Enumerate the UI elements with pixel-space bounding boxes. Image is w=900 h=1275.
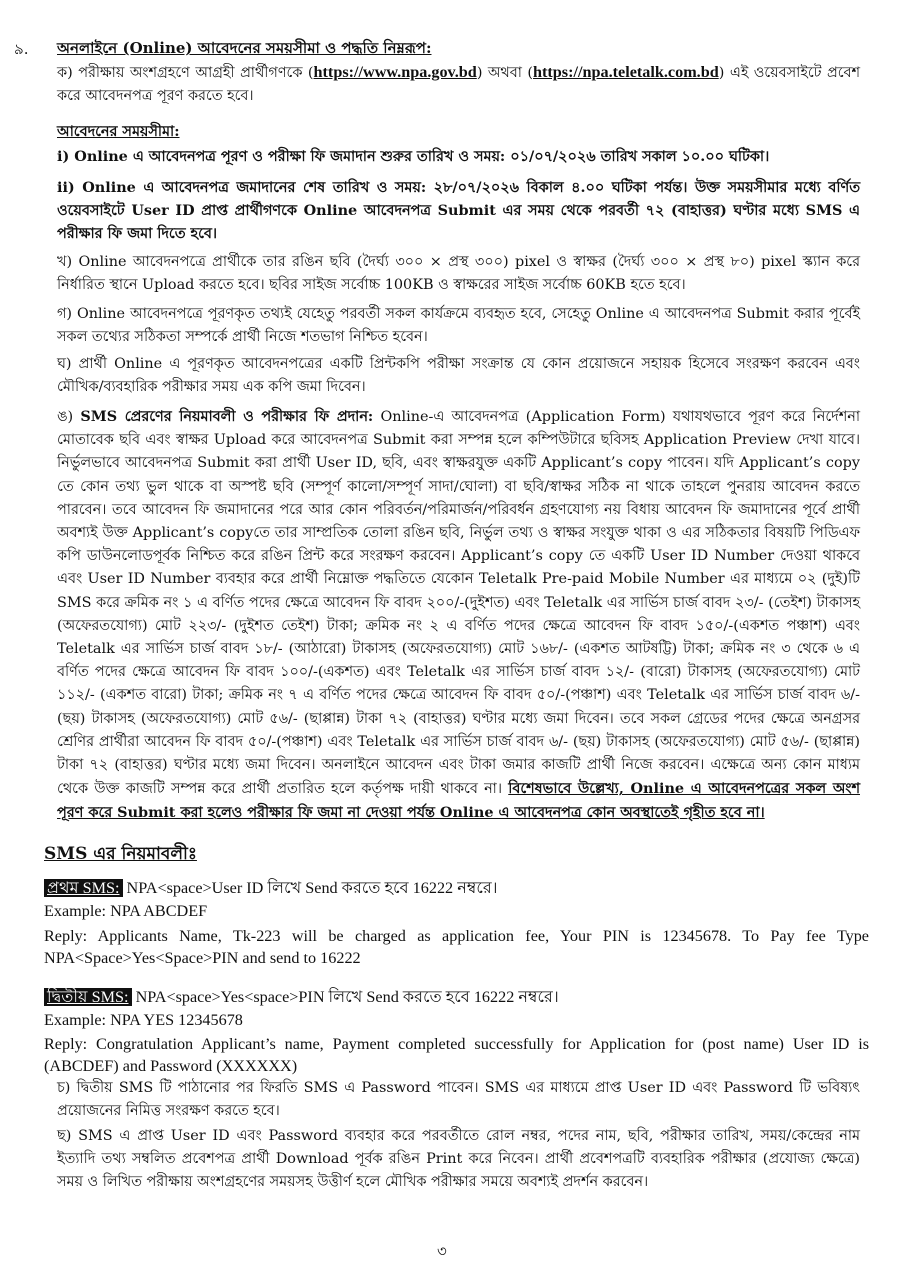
ka-text-3: ) এই ওয়েবসাইটে প্রবেশ করে আবেদনপত্র পূরণ করতে হবে। — [57, 65, 861, 104]
first-sms-text: NPA<space>User ID লিখে Send করতে হবে 16222 নম্বরে। — [122, 879, 498, 897]
item-i-start-date: i) Online এ আবেদনপত্র পূরণ ও পরীক্ষা ফি জমাদান শুরুর তারিখ ও সময়: ০১/০৭/২০২৬ তারিখ সকাল ১০.০০ ঘটিকা। — [57, 148, 770, 165]
first-sms-reply: Reply: Applicants Name, Tk-223 will be charged as application fee, Your PIN is 12345678. To Pay fee Type NPA<Space>Yes<Space>PIN and send to 16222 — [44, 927, 869, 967]
item-ka — [57, 61, 860, 108]
second-sms-label: দ্বিতীয় SMS: — [44, 988, 132, 1006]
sms-rules-header: SMS এর নিয়মাবলীঃ — [44, 844, 197, 864]
first-sms-instruction — [44, 878, 869, 900]
second-sms-text: NPA<space>Yes<space>PIN লিখে Send করতে হবে 16222 নম্বরে। — [131, 988, 559, 1006]
item-ii-end-date: ii) Online এ আবেদনপত্র জমাদানের শেষ তারিখ ও সময়: ২৮/০৭/২০২৬ বিকাল ৪.০০ ঘটিকা পর্যন্ত। উক্ত সময়সীমার মধ্যে বর্ণিত ওয়েবসাইটে User ID প্রাপ্ত প্রার্থীগণকে Online আবেদনপত্র Submit এর সময় থেকে পরবর্তী ৭২ (বাহাত্তর) ঘণ্টার মধ্যে SMS এ পরীক্ষার ফি জমা দিতে হবে। — [57, 179, 860, 242]
teletalk-website-link[interactable]: https://npa.teletalk.com.bd — [533, 63, 719, 81]
time-limit-header: আবেদনের সময়সীমা: — [57, 123, 180, 140]
uma-emphasis: বিশেষভাবে উল্লেখ্য, Online এ আবেদনপত্রের সকল অংশ পূরণ করে Submit করা হলেও পরীক্ষার ফি জমা না দেওয়া পর্যন্ত Online এ আবেদনপত্র কোন অবস্থাতেই গৃহীত হবে না। — [57, 780, 860, 822]
item-chha: ছ) SMS এ প্রাপ্ত User ID এবং Password ব্যবহার করে পরবর্তীতে রোল নম্বর, পদের নাম, ছবি, পরীক্ষার তারিখ, সময়/কেন্দ্রের নাম ইত্যাদি তথ্য সম্বলিত প্রবেশপত্র প্রার্থী Download পূর্বক রঙিন Print করে নিবেন। প্রার্থী প্রবেশপত্রটি ব্যবহারিক পরীক্ষার (প্রযোজ্য ক্ষেত্রে) সময় ও লিখিত পরীক্ষায় অংশগ্রহণের সময়সহ উত্তীর্ণ হলে মৌখিক পরীক্ষার সময়ে অবশ্যই প্রদর্শন করবেন। — [57, 1128, 860, 1190]
item-ga: গ) Online আবেদনপত্রে পূরণকৃত তথ্যই যেহেতু পরবর্তী সকল কার্যক্রমে ব্যবহৃত হবে, সেহেতু Online এ আবেদনপত্র Submit করার পূর্বেই সকল তথ্যের সঠিকতা সম্পর্কে প্রার্থী নিজে শতভাগ নিশ্চিত হবেন। — [57, 306, 860, 345]
ka-text-2: ) অথবা ( — [476, 65, 534, 81]
item-cha: চ) দ্বিতীয় SMS টি পাঠানোর পর ফিরতি SMS এ Password পাবেন। SMS এর মাধ্যমে প্রাপ্ত User ID এবং Password টি ভবিষ্যৎ প্রয়োজনের নিমিত্ত সংরক্ষণ করতে হবে। — [57, 1080, 860, 1119]
page-number: ৩ — [437, 1242, 447, 1260]
item-gha: ঘ) প্রার্থী Online এ পূরণকৃত আবেদনপত্রের একটি প্রিন্টকপি পরীক্ষা সংক্রান্ত যে কোন প্রয়োজনে সহায়ক হিসেবে সংরক্ষণ করবেন এবং মৌখিক/ব্যবহারিক পরীক্ষার সময় এক কপি জমা দিবেন। — [57, 356, 860, 395]
online-application-header: অনলাইনে (Online) আবেদনের সময়সীমা ও পদ্ধতি নিম্নরূপ: — [57, 39, 432, 57]
item-kha: খ) Online আবেদনপত্রে প্রার্থীকে তার রঙিন ছবি (দৈর্ঘ্য ৩০০ × প্রস্থ ৩০০) pixel ও স্বাক্ষর (দৈর্ঘ্য ৩০০ × প্রস্থ ৮০) pixel স্ক্যান করে নির্ধারিত স্থানে Upload করতে হবে। ছবির সাইজ সর্বোচ্চ 100KB ও স্বাক্ষরের সাইজ সর্বোচ্চ 60KB হতে হবে। — [57, 254, 860, 293]
npa-website-link[interactable]: https://www.npa.gov.bd — [313, 63, 477, 81]
first-sms-example: Example: NPA ABCDEF — [44, 902, 208, 920]
ka-text-1: পরীক্ষায় অংশগ্রহণে আগ্রহী প্রার্থীগণকে ( — [78, 65, 314, 81]
uma-label: ঙ) — [57, 409, 74, 425]
uma-body: Online-এ আবেদনপত্র (Application Form) যথাযথভাবে পূরণ করে নির্দেশনা মোতাবেক ছবি এবং স্বাক্ষর Upload করে আবেদনপত্র Submit করা সম্পন্ন হলে কম্পিউটারে ছবিসহ Application Preview দেখা যাবে। নির্ভুলভাবে আবেদনপত্র Submit করা প্রার্থী User ID, ছবি, এবং স্বাক্ষরযুক্ত একটি Applicant’s copy পাবেন। যদি Applicant’s copy তে কোন তথ্য ভুল থাকে বা অস্পষ্ট ছবি (সম্পূর্ণ কালো/সম্পূর্ণ সাদা/ঘোলা) বা ছবি/স্বাক্ষর সঠিক না থাকে তাহলে পুনরায় আবেদন করতে পারবেন। তবে আবেদন ফি জমাদানের পরে আর কোন পরিবর্তন/পরিমার্জন/পরিবর্ধন গ্রহণযোগ্য নয় বিধায় আবেদন ফি জমাদানের পূর্বে প্রার্থী অবশ্যই উক্ত Applicant’s copyতে তার সাম্প্রতিক তোলা রঙিন ছবি, নির্ভুল তথ্য ও স্বাক্ষর সংযুক্ত থাকা ও এর সঠিকতার বিষয়টি পিডিএফ কপি ডাউনলোডপূর্বক নিশ্চিত করে রঙিন প্রিন্ট করে সংরক্ষণ করবেন। Applicant’s copy তে একটি User ID Number দেওয়া থাকবে এবং User ID Number ব্যবহার করে প্রার্থী নিম্নোক্ত পদ্ধতিতে যেকোন Teletalk Pre-paid Mobile Number এর মাধ্যমে ০২ (দুই)টি SMS করে ক্রমিক নং ১ এ বর্ণিত পদের ক্ষেত্রে আবেদন ফি বাবদ ২০০/-(দুইশত) এবং Teletalk এর সার্ভিস চার্জ বাবদ ২৩/- (তেইশ) টাকাসহ (অফেরতযোগ্য) মোট ২২৩/- (দুইশত তেইশ) টাকা; ক্রমিক নং ২ এ বর্ণিত পদের ক্ষেত্রে আবেদন ফি বাবদ ১৫০/-(একশত পঞ্চাশ) এবং Teletalk এর সার্ভিস চার্জ বাবদ ১৮/- (আঠারো) টাকাসহ (অফেরতযোগ্য) মোট ১৬৮/- (একশত আটষট্টি) টাকা; ক্রমিক নং ৩ থেকে ৬ এ বর্ণিত পদের ক্ষেত্রে আবেদন ফি বাবদ ১০০/-(একশত) এবং Teletalk এর সার্ভিস চার্জ বাবদ ১২/- (বারো) টাকাসহ (অফেরতযোগ্য) মোট ১১২/- (একশত বারো) টাকা; ক্রমিক নং ৭ এ বর্ণিত পদের ক্ষেত্রে আবেদন ফি বাবদ ৫০/-(পঞ্চাশ) এবং Teletalk এর সার্ভিস চার্জ বাবদ ৬/- (ছয়) টাকাসহ (অফেরতযোগ্য) মোট ৫৬/- (ছাপ্পান্ন) টাকা ৭২ (বাহাত্তর) ঘণ্টার মধ্যে জমা দিবেন। তবে সকল গ্রেডের পদের ক্ষেত্রে অনগ্রসর শ্রেণির প্রার্থীরা আবেদন ফি বাবদ ৫০/-(পঞ্চাশ) এবং Teletalk এর সার্ভিস চার্জ বাবদ ৬/- (ছয়) টাকাসহ (অফেরতযোগ্য) মোট ৫৬/- (ছাপ্পান্ন) টাকা ৭২ (বাহাত্তর) ঘণ্টার মধ্যে জমা দিবেন। অনলাইনে আবেদন এবং টাকা জমার কাজটি প্রার্থী নিজে করবেন। এক্ষেত্রে অন্য কোন মাধ্যম থেকে উক্ত কাজটি সম্পন্ন করে প্রার্থী প্রতারিত হলে কর্তৃপক্ষ দায়ী থাকবে না। — [57, 409, 860, 798]
item-uma — [57, 405, 860, 826]
second-sms-instruction — [44, 987, 869, 1009]
second-sms-example: Example: NPA YES 12345678 — [44, 1011, 243, 1029]
first-sms-label: প্রথম SMS: — [44, 879, 123, 897]
ka-label: ক) — [57, 65, 73, 81]
second-sms-reply: Reply: Congratulation Applicant’s name, Payment completed successfully for Application for (post name) User ID is (ABCDEF) and Password (XXXXXX) — [44, 1035, 869, 1075]
item-number: ৯. — [14, 40, 29, 58]
uma-heading: SMS প্রেরণের নিয়মাবলী ও পরীক্ষার ফি প্রদান: — [80, 408, 374, 425]
